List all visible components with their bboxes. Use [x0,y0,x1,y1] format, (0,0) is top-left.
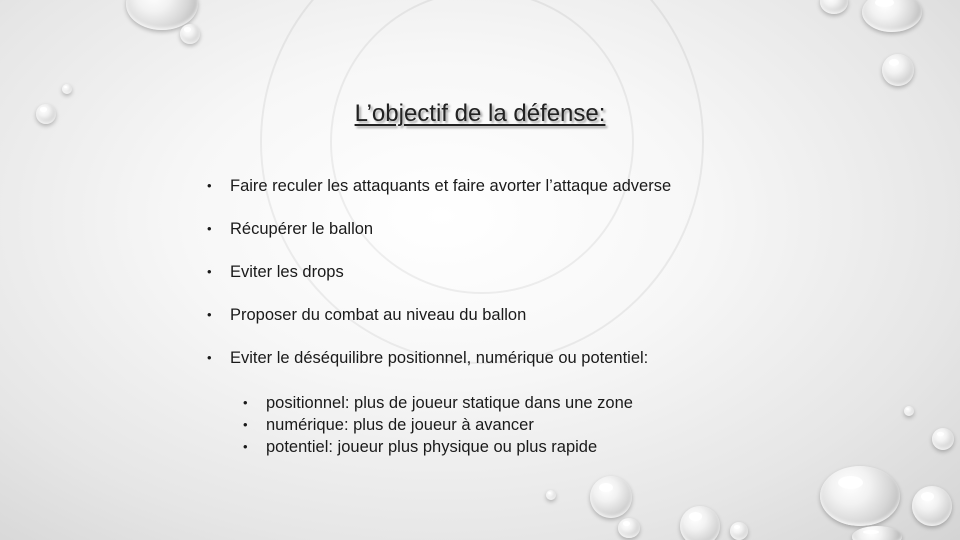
water-droplet-icon [912,486,952,526]
sub-bullet-text: potentiel: joueur plus physique ou plus rapide [266,438,598,456]
water-droplet-icon [546,490,556,500]
sub-list-item [243,392,633,414]
bullet-text: Faire reculer les attaquants et faire avorter l’attaque adverse [230,177,672,195]
water-droplet-icon [820,466,900,526]
bullet-list [207,176,671,391]
bullet-icon: • [243,439,248,454]
bullet-icon: • [207,264,212,279]
water-droplet-icon [882,54,914,86]
sub-bullet-text: numérique: plus de joueur à avancer [266,416,534,434]
bullet-text: Proposer du combat au niveau du ballon [230,306,527,324]
list-item [207,176,671,219]
bullet-icon: • [207,178,212,193]
water-droplet-icon [904,406,914,416]
bullet-text: Eviter le déséquilibre positionnel, numérique ou potentiel: [230,349,649,367]
bullet-icon: • [243,417,248,432]
sub-list-item [243,414,633,436]
sub-bullet-list [243,392,633,458]
list-item [207,348,671,391]
list-item [207,262,671,305]
water-droplet-icon [932,428,954,450]
bullet-text: Récupérer le ballon [230,220,374,238]
water-droplet-icon [590,476,632,518]
bullet-text: Eviter les drops [230,263,344,281]
bullet-icon: • [207,350,212,365]
list-item [207,219,671,262]
bullet-icon: • [243,395,248,410]
water-droplet-icon [680,506,720,540]
water-droplet-icon [862,0,922,32]
water-droplet-icon [730,522,748,540]
water-droplet-icon [62,84,72,94]
water-droplet-icon [618,518,640,538]
sub-list-item [243,436,633,458]
slide-title: L’objectif de la défense: [354,100,606,127]
list-item [207,305,671,348]
sub-bullet-text: positionnel: plus de joueur statique dans une zone [266,394,633,412]
bullet-icon: • [207,221,212,236]
water-droplet-icon [852,526,902,540]
bullet-icon: • [207,307,212,322]
water-droplet-icon [820,0,848,14]
water-droplet-icon [180,24,200,44]
